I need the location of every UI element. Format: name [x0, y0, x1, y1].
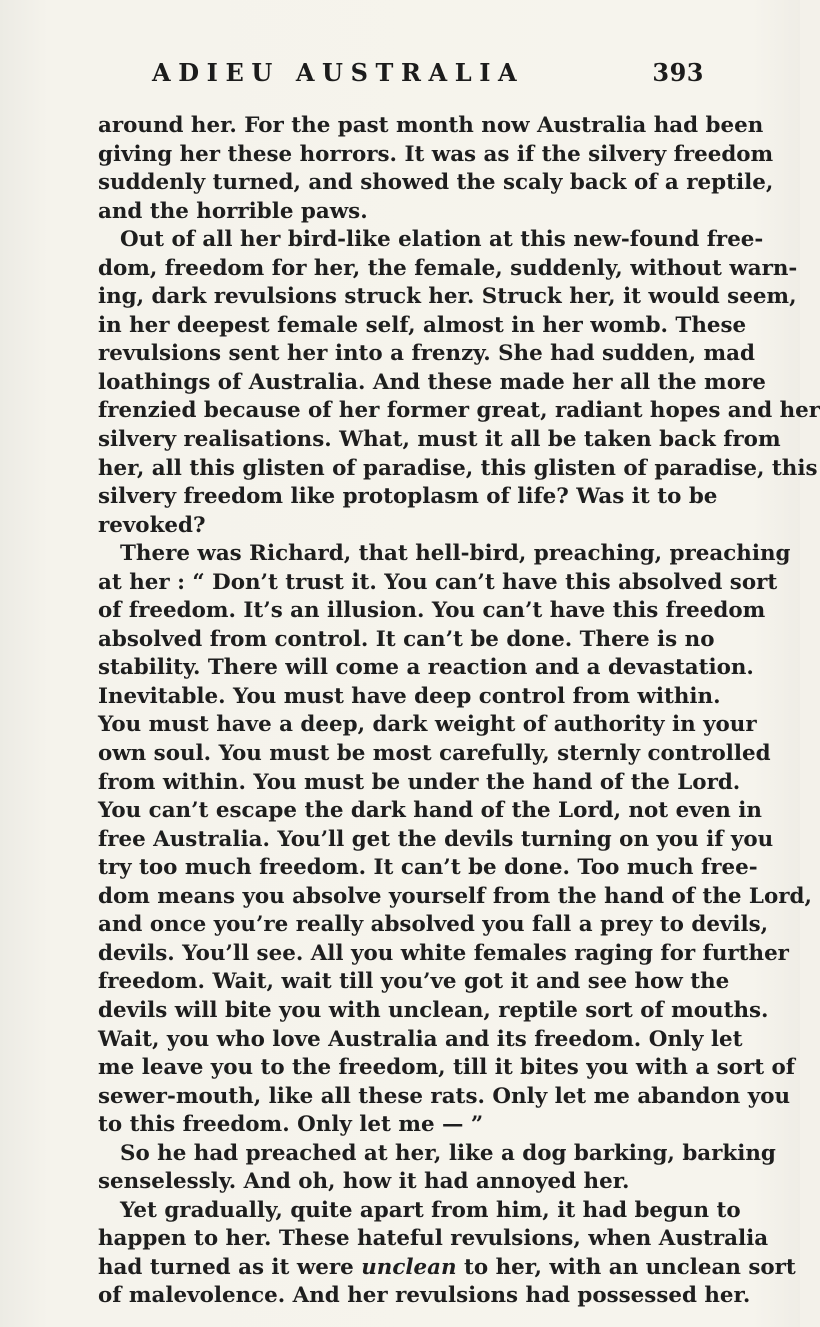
text-line: revoked? — [98, 512, 206, 538]
text-line: senselessly. And oh, how it had annoyed her. — [98, 1169, 630, 1195]
text-line: giving her these horrors. It was as if the silvery freedom — [98, 141, 774, 167]
text-line: and once you’re really absolved you fall a prey to devils, — [98, 912, 769, 938]
text-line: own soul. You must be most carefully, sternly controlled — [98, 741, 771, 767]
text-line: revulsions sent her into a frenzy. She had sudden, mad — [98, 341, 755, 367]
text-line — [98, 1254, 796, 1283]
text-line: suddenly turned, and showed the scaly back of a reptile, — [98, 170, 774, 196]
text-line: devils. You’ll see. All you white females raging for further — [98, 940, 789, 966]
text-line: happen to her. These hateful revulsions, when Australia — [98, 1226, 769, 1252]
paragraph-start: Out of all her bird-like elation at this new-found free- — [120, 227, 764, 253]
text-line: Wait, you who love Australia and its freedom. Only let — [98, 1026, 743, 1052]
text-line: dom means you absolve yourself from the hand of the Lord, — [98, 883, 812, 909]
paragraph-start: Yet gradually, quite apart from him, it had begun to — [120, 1197, 741, 1223]
body-text — [98, 112, 820, 1311]
text-line: freedom. Wait, wait till you’ve got it and see how the — [98, 969, 730, 995]
text-fragment: had turned as it were — [98, 1254, 362, 1280]
text-line: loathings of Australia. And these made her all the more — [98, 369, 766, 395]
text-fragment: to her, with an unclean sort — [456, 1254, 796, 1280]
text-line: ing, dark revulsions struck her. Struck her, it would seem, — [98, 284, 797, 310]
text-line: at her : “ Don’t trust it. You can’t have this absolved sort — [98, 569, 778, 595]
text-line: dom, freedom for her, the female, suddenly, without warn- — [98, 255, 798, 281]
text-line: around her. For the past month now Australia had been — [98, 113, 764, 138]
text-line: stability. There will come a reaction and a devastation. — [98, 655, 754, 681]
text-line: and the horrible paws. — [98, 198, 368, 224]
text-line: frenzied because of her former great, radiant hopes and her — [98, 398, 820, 424]
text-line: free Australia. You’ll get the devils turning on you if you — [98, 826, 774, 852]
text-line: her, all this glisten of paradise, this glisten of paradise, this — [98, 455, 818, 481]
page-header — [152, 58, 704, 90]
text-line: silvery realisations. What, must it all be taken back from — [98, 427, 781, 453]
paragraph-start: There was Richard, that hell-bird, preaching, preaching — [120, 541, 791, 567]
text-line: sewer-mouth, like all these rats. Only let me abandon you — [98, 1083, 791, 1109]
text-line: of freedom. It’s an illusion. You can’t have this freedom — [98, 598, 766, 624]
text-line: You must have a deep, dark weight of authority in your — [98, 712, 757, 738]
paragraph-start: So he had preached at her, like a dog barking, barking — [120, 1140, 776, 1166]
text-line: Inevitable. You must have deep control from within. — [98, 683, 721, 709]
text-line: absolved from control. It can’t be done. There is no — [98, 626, 715, 652]
text-line: in her deepest female self, almost in her womb. These — [98, 312, 747, 338]
text-line: devils will bite you with unclean, reptile sort of mouths. — [98, 997, 769, 1023]
text-line: of malevolence. And her revulsions had possessed her. — [98, 1283, 751, 1309]
text-line: from within. You must be under the hand of the Lord. — [98, 769, 741, 795]
italic-word: unclean — [361, 1254, 457, 1280]
running-title: ADIEU AUSTRALIA — [152, 58, 525, 87]
page-number: 393 — [652, 58, 704, 87]
text-line: silvery freedom like protoplasm of life? Was it to be — [98, 484, 718, 510]
text-line: try too much freedom. It can’t be done. Too much free- — [98, 855, 758, 881]
text-line: to this freedom. Only let me — ” — [98, 1112, 484, 1138]
text-line: You can’t escape the dark hand of the Lord, not even in — [98, 798, 762, 824]
text-line: me leave you to the freedom, till it bites you with a sort of — [98, 1055, 796, 1081]
